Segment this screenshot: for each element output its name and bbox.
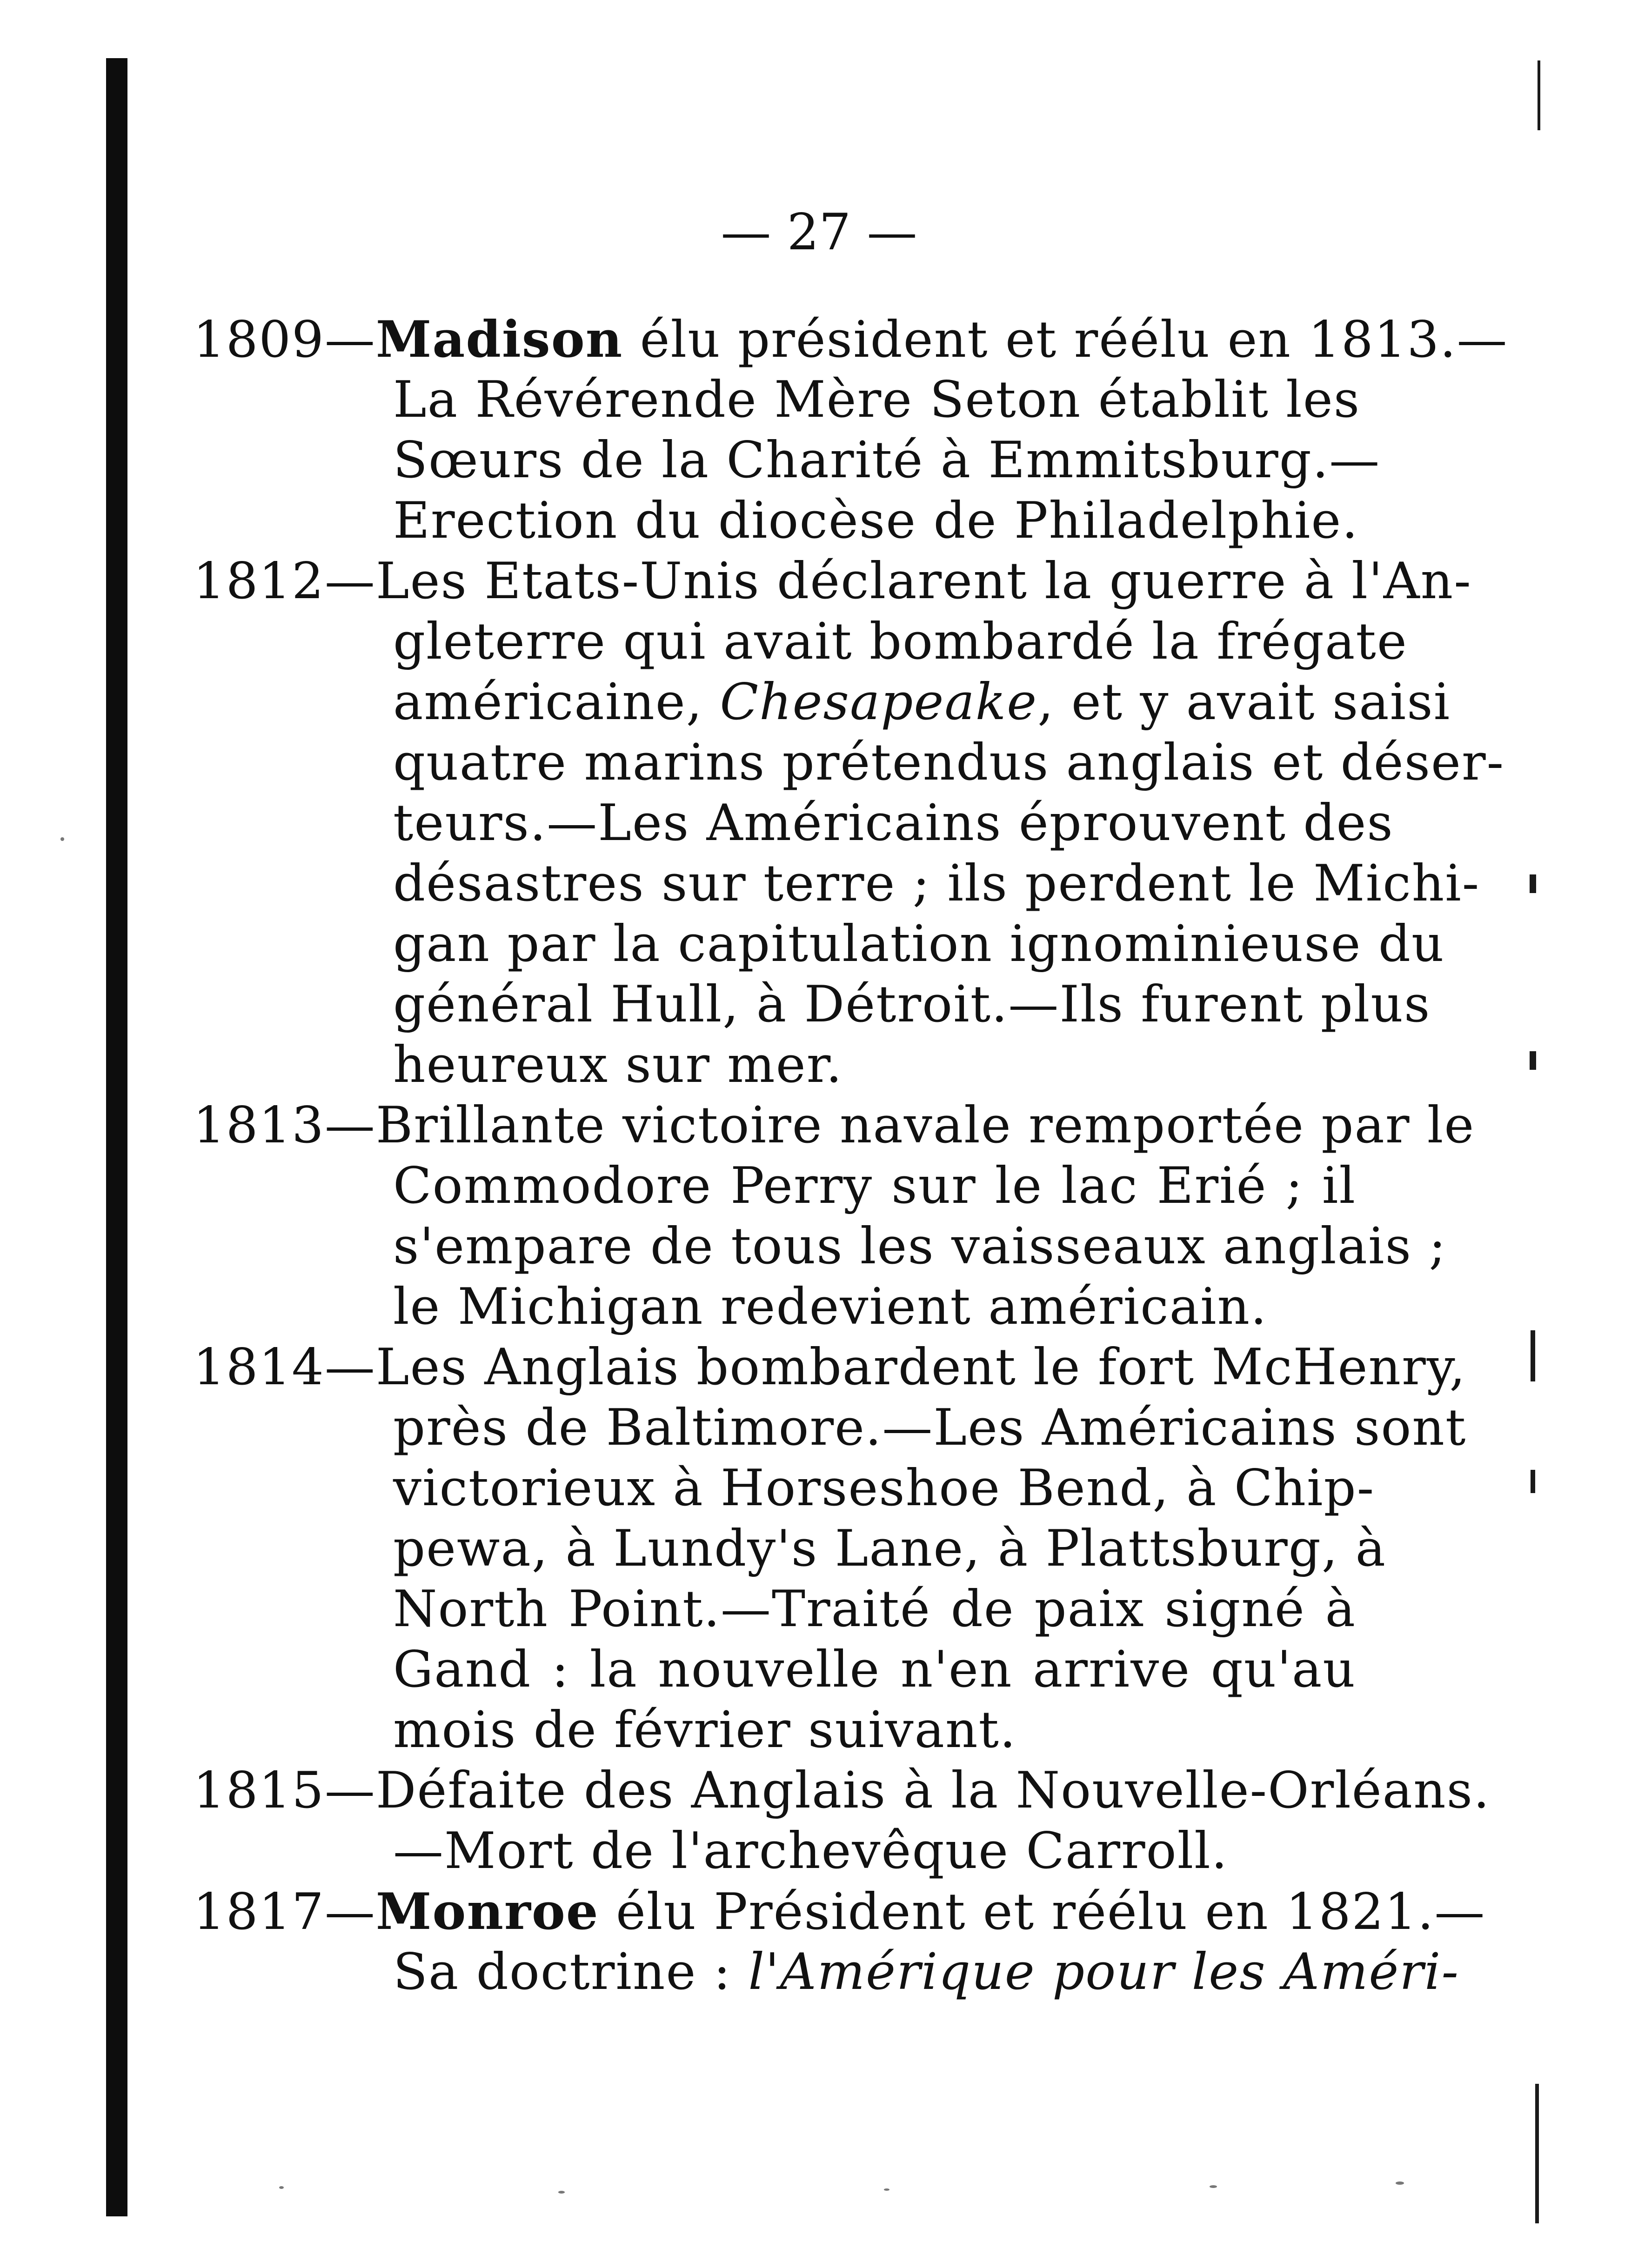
entry-line: La Révérende Mère Seton établit les bbox=[393, 371, 1361, 429]
entry-line: s'empare de tous les vaisseaux anglais ; bbox=[393, 1217, 1447, 1275]
entry-line: Commodore Perry sur le lac Erié ; il bbox=[393, 1157, 1356, 1215]
entry-line: mois de février suivant. bbox=[393, 1701, 1017, 1759]
entry-line bbox=[193, 1881, 1486, 1942]
entry-line: quatre marins prétendus anglais et déser- bbox=[393, 734, 1505, 792]
chronology-entry-1813 bbox=[193, 1095, 1475, 1337]
entry-line: victorieux à Horseshoe Bend, à Chip- bbox=[393, 1459, 1375, 1517]
entry-year: 1809— bbox=[193, 311, 376, 369]
scan-edge-mark bbox=[1531, 1470, 1535, 1493]
chronology-entry-1814 bbox=[193, 1337, 1467, 1761]
entry-text: Défaite des Anglais à la Nouvelle-Orléans. bbox=[375, 1761, 1491, 1820]
president-name: Madison bbox=[375, 310, 623, 369]
entry-year: 1813— bbox=[193, 1096, 376, 1154]
entry-year: 1812— bbox=[193, 552, 376, 610]
entry-line bbox=[193, 1337, 1466, 1398]
entry-line: heureux sur mer. bbox=[393, 1036, 843, 1094]
scan-edge-mark bbox=[1535, 2084, 1539, 2223]
entry-line bbox=[193, 551, 1472, 612]
entry-line: gan par la capitulation ignominieuse du bbox=[393, 915, 1445, 973]
entry-year: 1815— bbox=[193, 1761, 376, 1820]
entry-text: Les Etats-Unis déclarent la guerre à l'An- bbox=[375, 552, 1472, 610]
entry-line: gleterre qui avait bombardé la frégate bbox=[393, 613, 1408, 671]
entry-year: 1814— bbox=[193, 1338, 376, 1396]
scan-edge-mark bbox=[1530, 874, 1536, 893]
entry-line: le Michigan redevient américain. bbox=[393, 1278, 1268, 1336]
scan-edge-mark bbox=[1530, 1051, 1536, 1070]
scan-edge-mark bbox=[1531, 1330, 1535, 1381]
entry-line: North Point.—Traité de paix signé à bbox=[393, 1580, 1356, 1638]
scan-speckle bbox=[558, 2191, 565, 2194]
entry-line: Sœurs de la Charité à Emmitsburg.— bbox=[393, 431, 1381, 489]
president-name: Monroe bbox=[375, 1882, 599, 1941]
scan-speckle bbox=[1210, 2185, 1217, 2188]
chronology-entry-1815 bbox=[193, 1761, 1491, 1881]
entry-text: Sa doctrine : bbox=[393, 1943, 749, 2001]
entry-text: américaine, bbox=[393, 673, 720, 731]
entry-line: pewa, à Lundy's Lane, à Plattsburg, à bbox=[393, 1520, 1386, 1578]
scan-speckle bbox=[1396, 2181, 1404, 2185]
entry-line bbox=[193, 672, 1451, 733]
scan-speckle bbox=[60, 837, 64, 841]
entry-line: teurs.—Les Américains éprouvent des bbox=[393, 794, 1394, 852]
entry-line: Gand : la nouvelle n'en arrive qu'au bbox=[393, 1641, 1356, 1699]
chronology-entry-1812 bbox=[193, 551, 1505, 1095]
page-binding-edge bbox=[106, 58, 127, 2216]
doctrine-quote: l'Amérique pour les Améri- bbox=[748, 1943, 1459, 2001]
chronology-entries bbox=[193, 309, 1508, 2002]
entry-line: près de Baltimore.—Les Américains sont bbox=[393, 1399, 1467, 1457]
entry-year: 1817— bbox=[193, 1883, 376, 1941]
entry-line bbox=[193, 1761, 1491, 1821]
entry-text: élu président et réélu en 1813.— bbox=[623, 311, 1508, 369]
entry-line bbox=[193, 1942, 1459, 2002]
entry-line: désastres sur terre ; ils perdent le Michi- bbox=[393, 854, 1480, 913]
entry-line bbox=[193, 1095, 1475, 1156]
entry-text: élu Président et réélu en 1821.— bbox=[599, 1883, 1486, 1941]
entry-line: général Hull, à Détroit.—Ils furent plus bbox=[393, 975, 1431, 1034]
entry-line: Erection du diocèse de Philadelphie. bbox=[393, 492, 1359, 550]
scan-edge-mark bbox=[1538, 60, 1540, 130]
scan-speckle bbox=[884, 2188, 889, 2191]
entry-text: Brillante victoire navale remportée par le bbox=[375, 1096, 1475, 1154]
entry-line: —Mort de l'archevêque Carroll. bbox=[393, 1822, 1229, 1880]
page-number: — 27 — bbox=[721, 203, 917, 261]
chronology-entry-1817 bbox=[193, 1881, 1486, 2002]
entry-text: , et y avait saisi bbox=[1037, 673, 1451, 731]
scan-speckle bbox=[279, 2186, 284, 2189]
entry-text: Les Anglais bombardent le fort McHenry, bbox=[375, 1338, 1466, 1396]
ship-name: Chesapeake bbox=[720, 673, 1038, 731]
chronology-entry-1809 bbox=[193, 309, 1508, 551]
entry-line bbox=[193, 309, 1508, 370]
